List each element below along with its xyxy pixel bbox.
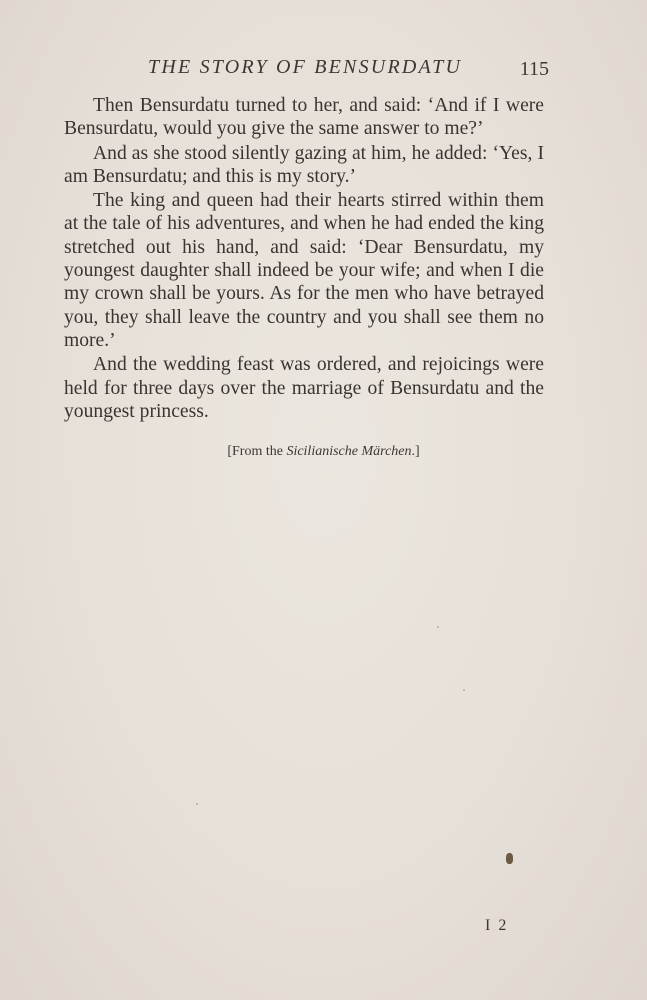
paper-speck	[437, 626, 439, 628]
paragraph: The king and queen had their hearts stirred within them at the tale of his adventures, and when he had ended the king stretched out his hand, and said: ‘Dear Bensurdatu, my youngest daughter shall indeed be your wife; and when I die my crown shall be yours. As for the men who have betrayed you, they shall leave the country and you shall see them no more.’	[64, 190, 544, 351]
running-head	[62, 56, 549, 84]
paper-speck	[463, 689, 465, 691]
source-note-title: Sicilianische Märchen	[286, 444, 412, 459]
paragraph: Then Bensurdatu turned to her, and said: ‘And if I were Bensurdatu, would you give the same answer to me?’	[64, 95, 544, 140]
page-number: 115	[519, 58, 549, 80]
source-note	[0, 444, 647, 460]
body-text	[64, 94, 544, 423]
signature-mark: I 2	[485, 917, 509, 934]
running-head-title: THE STORY OF BENSURDATU	[148, 56, 463, 78]
paragraph: And as she stood silently gazing at him, he added: ‘Yes, I am Bensurdatu; and this is my story.’	[64, 142, 544, 187]
paragraph: And the wedding feast was ordered, and rejoicings were held for three days over the marriage of Bensurdatu and the youngest princess.	[64, 354, 544, 422]
paper-speck	[196, 803, 198, 805]
source-note-open: [From the	[227, 444, 287, 459]
source-note-close: .]	[411, 444, 420, 459]
ink-blot	[506, 853, 513, 864]
